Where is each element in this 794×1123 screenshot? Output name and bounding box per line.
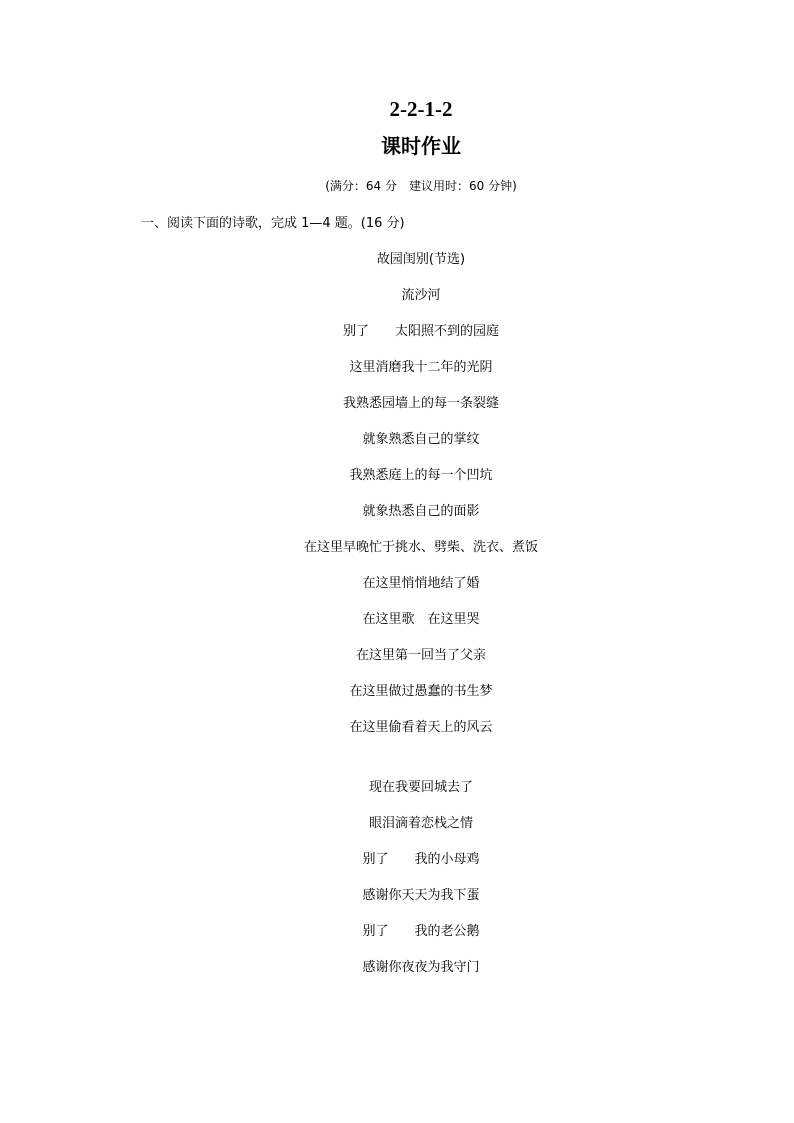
- poem-line: 在这里悄悄地结了婚: [362, 576, 480, 591]
- page-title: 课时作业: [381, 134, 461, 158]
- poem-author: 流沙河: [401, 288, 441, 303]
- poem-line: 在这里歌 在这里哭: [362, 612, 480, 627]
- poem-line: 眼泪滴着恋栈之情: [368, 816, 473, 831]
- poem-line: 现在我要回城去了: [368, 780, 473, 795]
- poem-line: 我熟悉园墙上的每一条裂缝: [342, 396, 499, 411]
- poem-line: 在这里第一回当了父亲: [355, 648, 486, 663]
- poem-line: 感谢你天天为我下蛋: [362, 888, 480, 903]
- poem-line: 这里消磨我十二年的光阴: [349, 360, 493, 375]
- score-time-info: (满分：64 分 建议用时：60 分钟): [325, 179, 517, 193]
- lesson-code: 2-2-1-2: [389, 97, 453, 121]
- poem-line: 在这里早晚忙于挑水、劈柴、洗衣、煮饭: [303, 540, 538, 555]
- poem-line: 就象熟悉自己的掌纹: [362, 432, 480, 447]
- poem-line: 在这里偷看着天上的风云: [349, 720, 493, 735]
- poem-line: 就象热悉自己的面影: [362, 504, 480, 519]
- poem-line: 我熟悉庭上的每一个凹坑: [349, 468, 493, 483]
- question-instruction: 一、阅读下面的诗歌，完成 1—4 题。(16 分): [141, 216, 405, 231]
- poem-line: 别了 我的小母鸡: [362, 852, 480, 867]
- poem-line: 感谢你夜夜为我守门: [362, 960, 480, 975]
- poem-line: 在这里做过愚蠢的书生梦: [349, 684, 493, 699]
- poem-title: 故园闺别(节选): [376, 252, 466, 267]
- poem-line: 别了 太阳照不到的园庭: [342, 324, 499, 339]
- poem-line: 别了 我的老公鹅: [362, 924, 480, 939]
